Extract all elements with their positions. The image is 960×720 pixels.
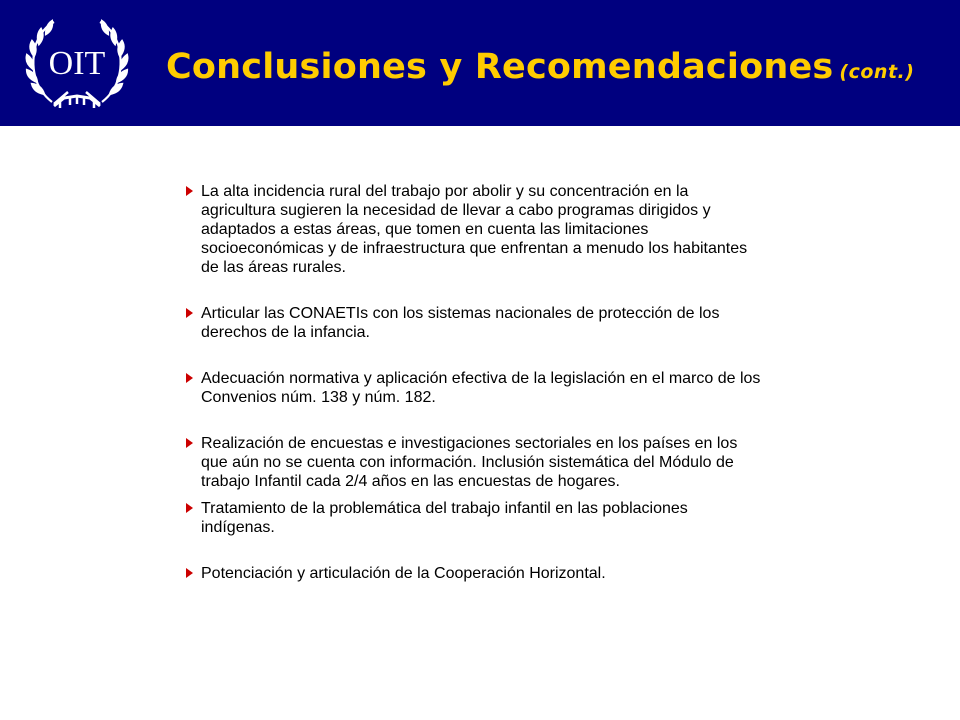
- bullet-text: Realización de encuestas e investigaciones sectoriales en los países en los que aún no se cuenta con información. Inclusión sistemática del Módulo de trabajo Infantil cada 2/4 años en las encuestas de hogares.: [201, 435, 738, 490]
- bullet-text: Tratamiento de la problemática del trabajo infantil en las poblaciones indígenas.: [201, 500, 688, 536]
- bullet-text: Articular las CONAETIs con los sistemas nacionales de protección de los derechos de la infancia.: [201, 305, 720, 341]
- bullet-text: Adecuación normativa y aplicación efectiva de la legislación en el marco de los Convenios núm. 138 y núm. 182.: [201, 370, 761, 406]
- bullet-item: [185, 182, 765, 277]
- title-suffix: (cont.): [839, 61, 915, 83]
- bullet-item: [185, 499, 765, 537]
- triangle-right-icon: [186, 373, 193, 383]
- bullet-text: La alta incidencia rural del trabajo por abolir y su concentración en la agricultura sugieren la necesidad de llevar a cabo programas dirigidos y adaptados a estas áreas, que tomen en cuenta las limitaciones socioeconómicas y de infraestructura que enfrentan a menudo los habitantes de las áreas rurales.: [201, 183, 748, 276]
- bullet-item: [185, 369, 765, 407]
- page-title: [166, 46, 914, 93]
- bullet-list: [185, 182, 765, 583]
- bullet-item: [185, 434, 765, 491]
- triangle-right-icon: [186, 503, 193, 513]
- triangle-right-icon: [186, 186, 193, 196]
- bullet-item: [185, 564, 765, 583]
- logo-text: OIT: [48, 45, 106, 82]
- ilo-logo: [24, 14, 130, 114]
- triangle-right-icon: [186, 308, 193, 318]
- triangle-right-icon: [186, 568, 193, 578]
- title-main: Conclusiones y Recomendaciones: [166, 47, 834, 87]
- bullet-text: Potenciación y articulación de la Cooperación Horizontal.: [201, 565, 606, 582]
- triangle-right-icon: [186, 438, 193, 448]
- bullet-item: [185, 304, 765, 342]
